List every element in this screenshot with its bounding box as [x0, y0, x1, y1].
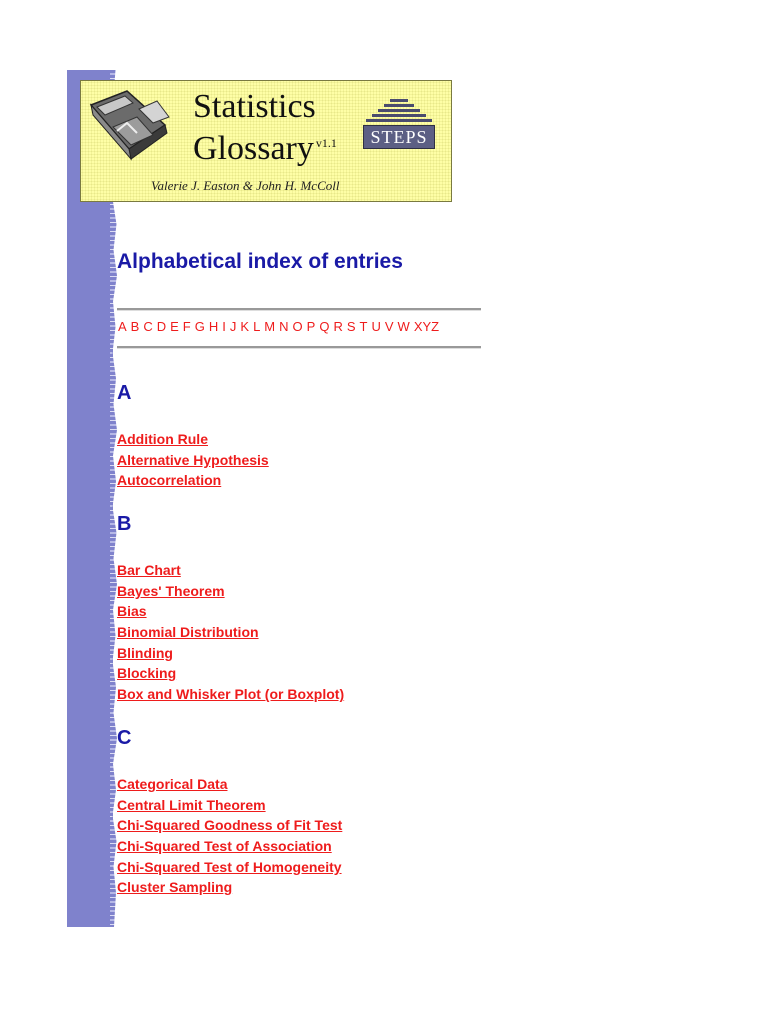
- banner-title-line1: Statistics: [193, 88, 316, 125]
- letter-link-c[interactable]: C: [143, 319, 153, 334]
- letter-navigation: [118, 319, 443, 334]
- letter-link-r[interactable]: R: [333, 319, 343, 334]
- entry-link[interactable]: Chi-Squared Goodness of Fit Test: [117, 817, 343, 834]
- letter-link-k[interactable]: K: [240, 319, 250, 334]
- letter-link-v[interactable]: V: [384, 319, 394, 334]
- entry-list-c: [117, 774, 342, 898]
- entry-link[interactable]: Chi-Squared Test of Association: [117, 838, 332, 855]
- entry-list-a: [117, 429, 269, 491]
- list-item: [117, 663, 344, 684]
- list-item: [117, 601, 344, 622]
- letter-link-h[interactable]: H: [208, 319, 219, 334]
- top-divider: [117, 308, 481, 311]
- list-item: [117, 836, 342, 857]
- list-item: [117, 581, 344, 602]
- entry-link[interactable]: Blinding: [117, 644, 173, 661]
- entry-link[interactable]: Box and Whisker Plot (or Boxplot): [117, 686, 345, 703]
- letter-link-e[interactable]: E: [170, 319, 179, 334]
- list-item: [117, 643, 344, 664]
- letter-link-w[interactable]: W: [397, 319, 410, 334]
- entry-link[interactable]: Bayes' Theorem: [117, 582, 225, 599]
- letter-link-t[interactable]: T: [359, 319, 368, 334]
- list-item: [117, 470, 269, 491]
- list-item: [117, 795, 342, 816]
- bottom-divider: [117, 346, 481, 349]
- letter-link-s[interactable]: S: [346, 319, 356, 334]
- entry-link[interactable]: Cluster Sampling: [117, 879, 233, 896]
- banner-version: v1.1: [315, 136, 337, 150]
- entry-link[interactable]: Bar Chart: [117, 562, 181, 578]
- entry-link[interactable]: Central Limit Theorem: [117, 796, 266, 813]
- banner-title: [193, 89, 337, 167]
- page-title: Alphabetical index of entries: [117, 250, 403, 273]
- list-item: [117, 429, 269, 450]
- letter-link-f[interactable]: F: [182, 319, 191, 334]
- list-item: [117, 684, 344, 705]
- letter-link-m[interactable]: M: [264, 319, 276, 334]
- list-item: [117, 877, 342, 898]
- letter-link-d[interactable]: D: [156, 319, 167, 334]
- banner-authors: Valerie J. Easton & John H. McColl: [151, 178, 340, 193]
- entry-list-b: [117, 560, 344, 705]
- letter-link-p[interactable]: P: [306, 319, 316, 334]
- glossary-banner: [80, 80, 452, 202]
- entry-link[interactable]: Chi-Squared Test of Homogeneity: [117, 858, 342, 875]
- letter-link-xyz[interactable]: XYZ: [413, 319, 440, 334]
- entry-link[interactable]: Categorical Data: [117, 776, 228, 792]
- entry-link[interactable]: Alternative Hypothesis: [117, 451, 269, 468]
- list-item: [117, 815, 342, 836]
- section-heading-a: A: [117, 382, 132, 404]
- entry-link[interactable]: Autocorrelation: [117, 472, 222, 489]
- list-item: [117, 857, 342, 878]
- section-heading-b: B: [117, 513, 132, 535]
- entry-link[interactable]: Blocking: [117, 665, 177, 682]
- entry-link[interactable]: Addition Rule: [117, 431, 208, 447]
- letter-link-b[interactable]: B: [130, 319, 140, 334]
- letter-link-a[interactable]: A: [118, 319, 127, 334]
- letter-link-o[interactable]: O: [292, 319, 303, 334]
- list-item: [117, 622, 344, 643]
- letter-link-u[interactable]: U: [371, 319, 381, 334]
- entry-link[interactable]: Bias: [117, 603, 147, 620]
- letter-link-q[interactable]: Q: [319, 319, 330, 334]
- banner-title-line2: Glossary: [193, 130, 314, 167]
- letter-link-l[interactable]: L: [253, 319, 261, 334]
- letter-link-n[interactable]: N: [279, 319, 289, 334]
- steps-logo: [360, 97, 438, 153]
- list-item: [117, 450, 269, 471]
- book-logo-icon: [87, 87, 177, 167]
- entry-link[interactable]: Binomial Distribution: [117, 624, 259, 641]
- section-heading-c: C: [117, 727, 132, 749]
- steps-stairs-icon: [360, 97, 438, 127]
- letter-link-i[interactable]: I: [222, 319, 226, 334]
- list-item: [117, 774, 342, 795]
- letter-link-g[interactable]: G: [194, 319, 205, 334]
- letter-link-j[interactable]: J: [229, 319, 237, 334]
- list-item: [117, 560, 344, 581]
- steps-label: STEPS: [363, 125, 435, 149]
